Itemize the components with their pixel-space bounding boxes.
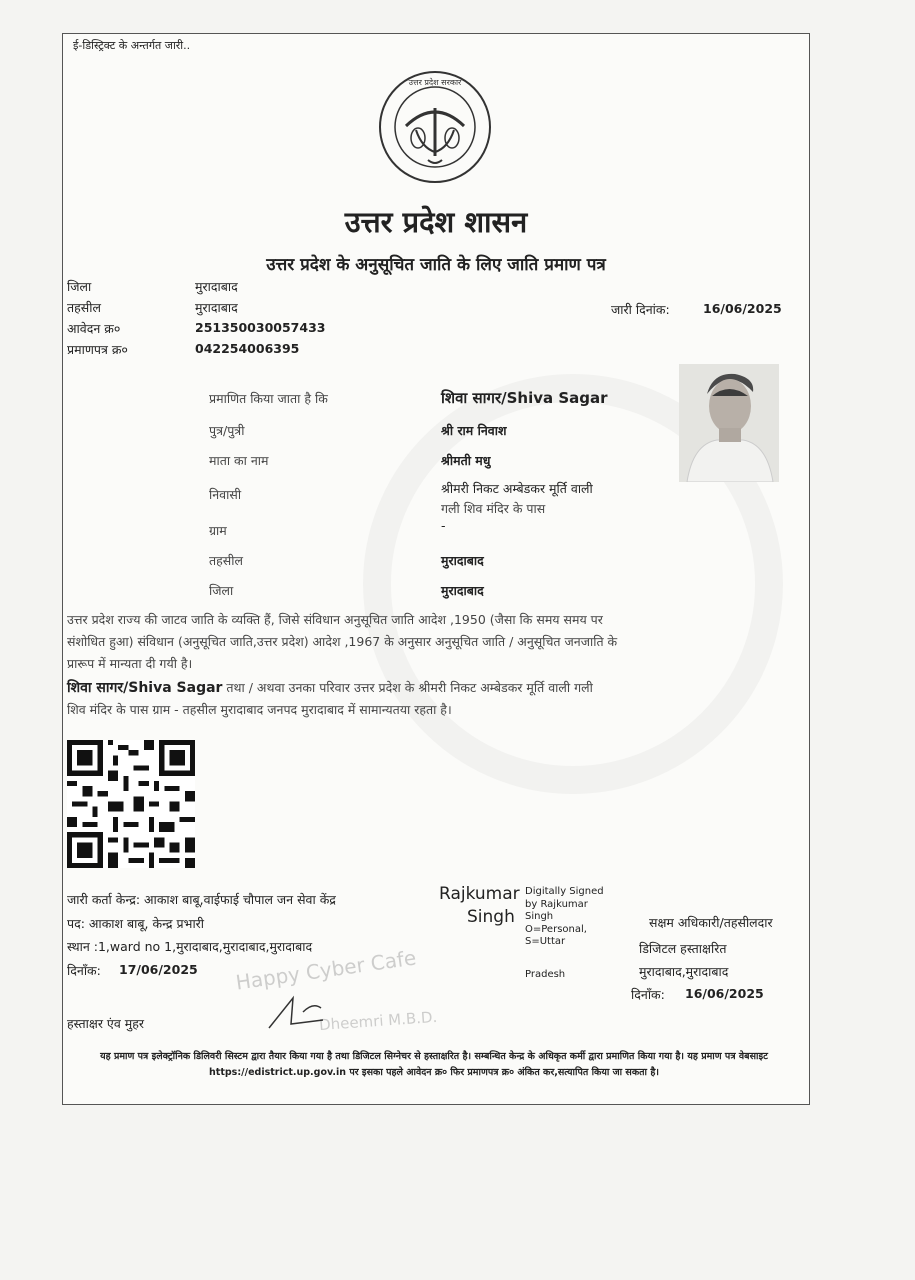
detail-label: जिला (209, 583, 234, 598)
authority-place: मुरादाबाद,मुरादाबाद (639, 964, 729, 979)
digital-signer-name: Rajkumar (439, 884, 520, 904)
caste-statement-line3: प्रारूप में मान्यता दी गयी है। (67, 656, 193, 671)
digital-signer-surname: Singh (467, 907, 515, 927)
district-label: जिला (67, 279, 92, 294)
applicant-photo (679, 364, 779, 482)
tehsil-value: मुरादाबाद (195, 300, 238, 315)
detail-label: प्रमाणित किया जाता है कि (209, 391, 328, 406)
issue-date-label: जारी दिनांक: (611, 302, 670, 317)
detail-label: तहसील (209, 553, 243, 568)
detail-label: निवासी (209, 487, 242, 502)
signature-detail-line: S=Uttar (525, 936, 566, 947)
detail-district-value: मुरादाबाद (441, 583, 484, 598)
signature-detail-line: O=Personal, (525, 923, 587, 935)
residence-statement-line2: शिव मंदिर के पास ग्राम - तहसील मुरादाबाद जनपद मुरादाबाद में सामान्यतया रहता है। (67, 702, 452, 717)
signature-detail-line: Pradesh (525, 969, 566, 980)
tehsil-label: तहसील (67, 300, 101, 315)
caste-statement-line1: उत्तर प्रदेश राज्य की जाटव जाति के व्यक्ति हैं, जिसे संविधान अनुसूचित जाति आदेश ,1950 (जैसा कि समय समय पर (67, 612, 603, 627)
signature-label: हस्ताक्षर एंव मुहर (67, 1016, 144, 1031)
application-value: 251350030057433 (195, 320, 326, 335)
authority-signed: डिजिटल हस्ताक्षरित (639, 941, 727, 956)
up-government-emblem-icon (376, 68, 494, 186)
father-name: श्री राम निवाश (441, 423, 507, 438)
top-note: ई-डिस्ट्रिक्ट के अन्तर्गत जारी.. (73, 39, 191, 52)
issuer-date-value: 17/06/2025 (119, 962, 198, 977)
page-subtitle: उत्तर प्रदेश के अनुसूचित जाति के लिए जाति प्रमाण पत्र (266, 255, 606, 275)
applicant-name: शिवा सागर/Shiva Sagar (441, 389, 608, 407)
authority-title: सक्षम अधिकारी/तहसीलदार (649, 915, 773, 930)
stamp-line2: Dheemri M.B.D. (318, 1007, 438, 1035)
caste-statement (67, 609, 805, 675)
mother-name: श्रीमती मधु (441, 453, 491, 468)
residence-statement (67, 677, 805, 721)
detail-label: ग्राम (209, 523, 227, 538)
signature-detail-line: Digitally Signed (525, 886, 604, 897)
authority-date-value: 16/06/2025 (685, 986, 764, 1001)
emblem-text: उत्तर प्रदेश सरकार (408, 78, 462, 87)
residence-value-line2: गली शिव मंदिर के पास (441, 501, 546, 516)
authority-date-label: दिनाँक: (631, 987, 665, 1002)
application-label: आवेदन क्र० (67, 321, 121, 336)
issuer-post: पद: आकाश बाबू, केन्द्र प्रभारी (67, 916, 205, 931)
district-value: मुरादाबाद (195, 279, 238, 294)
stamp-line1: Happy Cyber Cafe (234, 945, 418, 995)
issuer-place: स्थान :1,ward no 1,मुरादाबाद,मुरादाबाद,मुरादाबाद (67, 939, 313, 954)
issuing-centre: जारी कर्ता केन्द्र: आकाश बाबू,वाईफाई चौपाल जन सेवा केंद्र (67, 892, 336, 907)
village-value: - (441, 518, 446, 533)
signature-detail-line: Singh (525, 911, 554, 922)
detail-label: माता का नाम (209, 453, 269, 468)
signature-detail-line: by Rajkumar (525, 898, 588, 910)
issue-date-value: 16/06/2025 (703, 301, 782, 316)
digital-signature-details (525, 886, 604, 949)
residence-statement-line1: तथा / अथवा उनका परिवार उत्तर प्रदेश के श्रीमरी निकट अम्बेडकर मूर्ति वाली गली (222, 680, 593, 695)
certificate-value: 042254006395 (195, 341, 300, 356)
handwritten-signature (263, 994, 353, 1034)
footer-note: यह प्रमाण पत्र इलेक्ट्रॉनिक डिलिवरी सिस्टम द्वारा तैयार किया गया है तथा डिजिटल सिग्नेचर से हस्ताक्षरित है। सम्बन्धित केन्द्र के अधिकृत कर्मी द्वारा प्रमाणित किया गया है। यह प्रमाण पत्र वेबसाइट https://edistrict.up.gov.in पर इसका पहले आवेदन क्र० फिर प्रमाणपत्र क्र० अंकित कर,सत्यापित किया जा सकता है। (100, 1051, 768, 1078)
detail-tehsil-value: मुरादाबाद (441, 553, 484, 568)
qr-code (67, 740, 195, 868)
issuer-date-label: दिनाँक: (67, 963, 101, 978)
certificate-label: प्रमाणपत्र क्र० (67, 342, 128, 357)
residence-statement-name: शिवा सागर/Shiva Sagar (67, 680, 223, 696)
page-title: उत्तर प्रदेश शासन (344, 205, 528, 239)
detail-label: पुत्र/पुत्री (209, 423, 245, 438)
certificate-document (62, 33, 810, 1105)
caste-statement-line2: संशोधित हुआ) संविधान (अनुसूचित जाति,उत्तर प्रदेश) आदेश ,1967 के अनुसार अनुसूचित जाति / अनुसूचित जनजाति के (67, 634, 618, 649)
residence-value: श्रीमरी निकट अम्बेडकर मूर्ति वाली (441, 481, 593, 496)
